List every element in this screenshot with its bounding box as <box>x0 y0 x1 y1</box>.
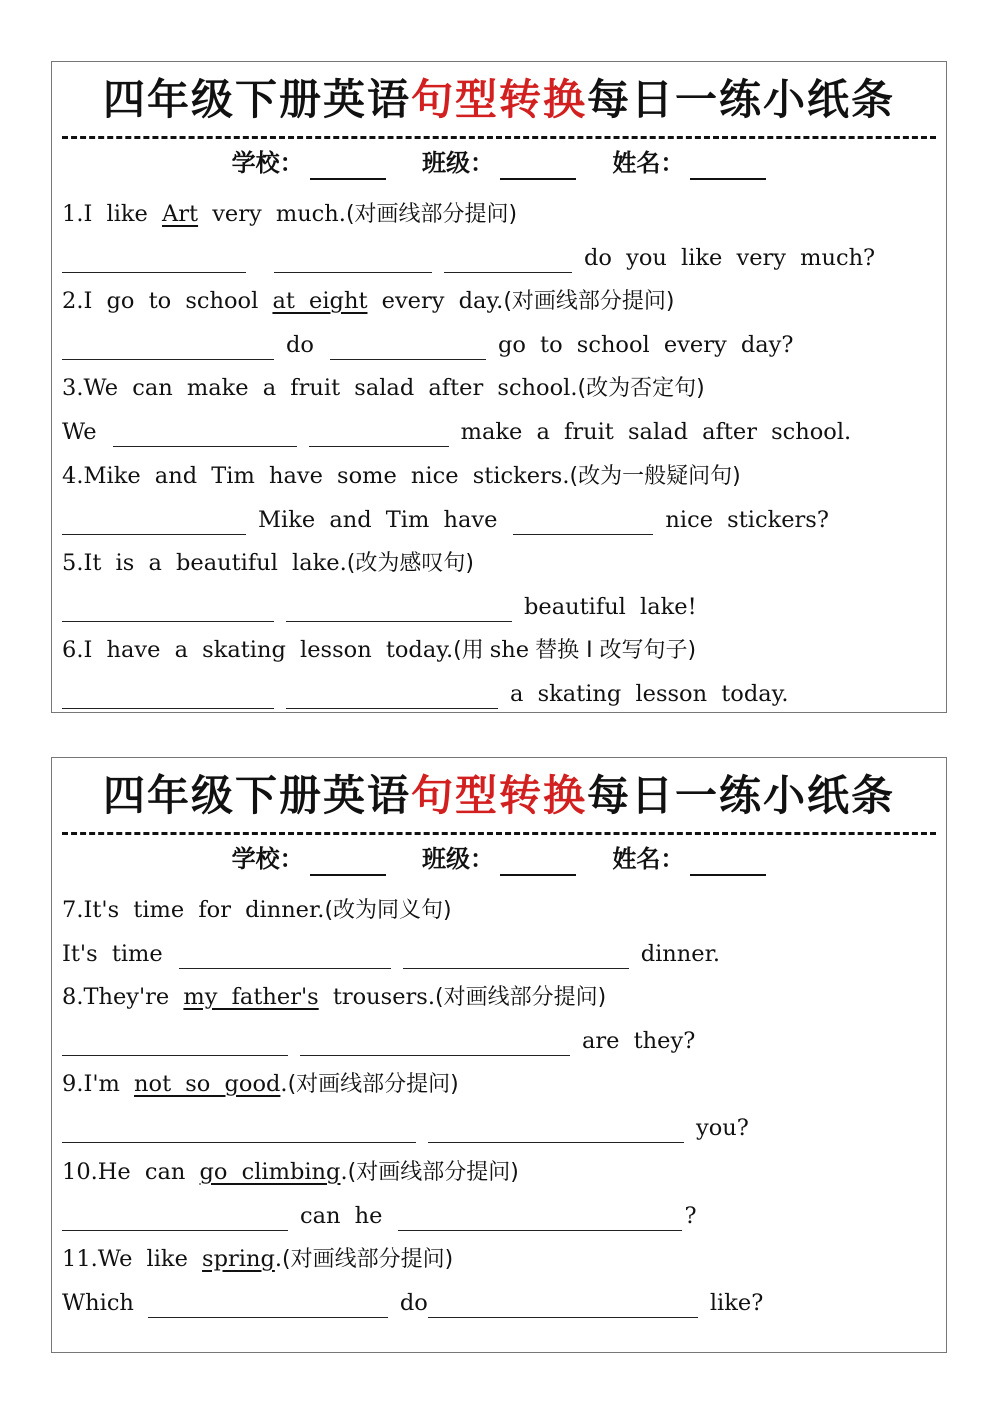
name-label: 姓名： <box>612 149 685 177</box>
class-field <box>422 146 576 180</box>
answer-blank[interactable] <box>113 420 297 447</box>
title-prefix: 四年级下册英语 <box>102 771 411 820</box>
answer-blank[interactable] <box>428 1116 684 1143</box>
title-prefix: 四年级下册英语 <box>102 75 411 124</box>
info-row <box>52 842 946 876</box>
class-field <box>422 842 576 876</box>
answer-blank[interactable] <box>300 1029 570 1056</box>
instruction: (改为一般疑问句) <box>569 464 741 489</box>
instruction: (对画线部分提问) <box>282 1247 454 1272</box>
instruction: (对画线部分提问) <box>503 289 675 314</box>
instruction: 替换 I 改写句子) <box>535 638 697 663</box>
name-blank[interactable] <box>690 152 766 180</box>
school-label: 学校： <box>231 149 304 177</box>
question-5: 5.It is a beautiful lake.(改为感叹句) <box>62 550 474 576</box>
worksheet-card-1 <box>51 61 947 713</box>
name-blank[interactable] <box>690 848 766 876</box>
class-label: 班级： <box>422 149 494 177</box>
class-blank[interactable] <box>500 848 576 876</box>
dashed-divider <box>62 832 936 835</box>
instruction: (改为同义句) <box>324 898 452 923</box>
answer-10: can he ? <box>62 1198 697 1234</box>
title-suffix: 每日一练小纸条 <box>587 75 896 124</box>
answer-6: a skating lesson today. <box>62 676 789 712</box>
underlined-part: spring <box>202 1246 275 1272</box>
title-highlight: 句型转换 <box>410 75 587 124</box>
answer-blank[interactable] <box>148 1291 388 1318</box>
answer-blank[interactable] <box>62 1204 288 1231</box>
answer-blank[interactable] <box>286 682 498 709</box>
instruction: (改为否定句) <box>577 376 705 401</box>
name-field <box>612 146 766 180</box>
answer-1: do you like very much? <box>62 240 875 276</box>
question-8: 8.They're my father's trousers.(对画线部分提问) <box>62 984 607 1010</box>
answer-blank[interactable] <box>398 1204 682 1231</box>
school-field <box>232 146 386 180</box>
answer-4: Mike and Tim have nice stickers? <box>62 502 829 538</box>
answer-blank[interactable] <box>330 333 486 360</box>
instruction: (对画线部分提问) <box>347 1160 519 1185</box>
answer-blank[interactable] <box>428 1291 698 1318</box>
question-11: 11.We like spring.(对画线部分提问) <box>62 1246 454 1272</box>
instruction: (对画线部分提问) <box>287 1072 459 1097</box>
underlined-part: Art <box>162 201 199 227</box>
instruction: (对画线部分提问) <box>345 202 518 227</box>
answer-blank[interactable] <box>62 1029 288 1056</box>
answer-9: you? <box>62 1110 749 1146</box>
answer-blank[interactable] <box>286 595 512 622</box>
instruction: (对画线部分提问) <box>435 985 607 1010</box>
school-field <box>232 842 386 876</box>
school-blank[interactable] <box>310 848 386 876</box>
question-4: 4.Mike and Tim have some nice stickers.(改为一般疑问句) <box>62 463 741 489</box>
answer-11: Which do like? <box>62 1290 764 1316</box>
question-6: 6.I have a skating lesson today.(用 she 替换 I 改写句子) <box>62 637 697 663</box>
worksheet-card-2 <box>51 757 947 1353</box>
underlined-part: not so good <box>134 1071 281 1097</box>
answer-7: It's time dinner. <box>62 941 721 967</box>
answer-blank[interactable] <box>62 333 274 360</box>
answer-blank[interactable] <box>513 508 653 535</box>
school-blank[interactable] <box>310 152 386 180</box>
answer-blank[interactable] <box>62 682 274 709</box>
answer-8: are they? <box>62 1023 695 1059</box>
answer-blank[interactable] <box>62 595 274 622</box>
answer-blank[interactable] <box>403 942 629 969</box>
question-3: 3.We can make a fruit salad after school.(改为否定句) <box>62 375 705 401</box>
name-label: 姓名： <box>612 845 685 873</box>
answer-blank[interactable] <box>62 508 246 535</box>
underlined-part: my father's <box>183 984 319 1010</box>
class-blank[interactable] <box>500 152 576 180</box>
underlined-part: go climbing <box>199 1159 341 1185</box>
question-1: 1.I like Art very much.(对画线部分提问) <box>62 201 518 227</box>
answer-3: We make a fruit salad after school. <box>62 419 852 445</box>
answer-blank[interactable] <box>444 246 572 273</box>
dashed-divider <box>62 136 936 139</box>
answer-blank[interactable] <box>309 420 449 447</box>
answer-blank[interactable] <box>179 942 391 969</box>
name-field <box>612 842 766 876</box>
question-2: 2.I go to school at eight every day.(对画线部分提问) <box>62 288 675 314</box>
title-highlight: 句型转换 <box>410 771 587 820</box>
answer-2: do go to school every day? <box>62 327 793 363</box>
instruction: (改为感叹句) <box>346 551 474 576</box>
answer-5: beautiful lake! <box>62 589 697 625</box>
underlined-part: at eight <box>272 288 368 314</box>
card-title <box>52 74 946 126</box>
question-7: 7.It's time for dinner.(改为同义句) <box>62 897 452 923</box>
question-10: 10.He can go climbing.(对画线部分提问) <box>62 1159 519 1185</box>
card-title <box>52 770 946 822</box>
instruction: (用 <box>453 638 484 663</box>
school-label: 学校： <box>231 845 304 873</box>
title-suffix: 每日一练小纸条 <box>587 771 896 820</box>
answer-blank[interactable] <box>62 1116 416 1143</box>
info-row <box>52 146 946 180</box>
answer-blank[interactable] <box>274 246 432 273</box>
answer-blank[interactable] <box>62 246 246 273</box>
class-label: 班级： <box>422 845 494 873</box>
question-9: 9.I'm not so good.(对画线部分提问) <box>62 1071 459 1097</box>
